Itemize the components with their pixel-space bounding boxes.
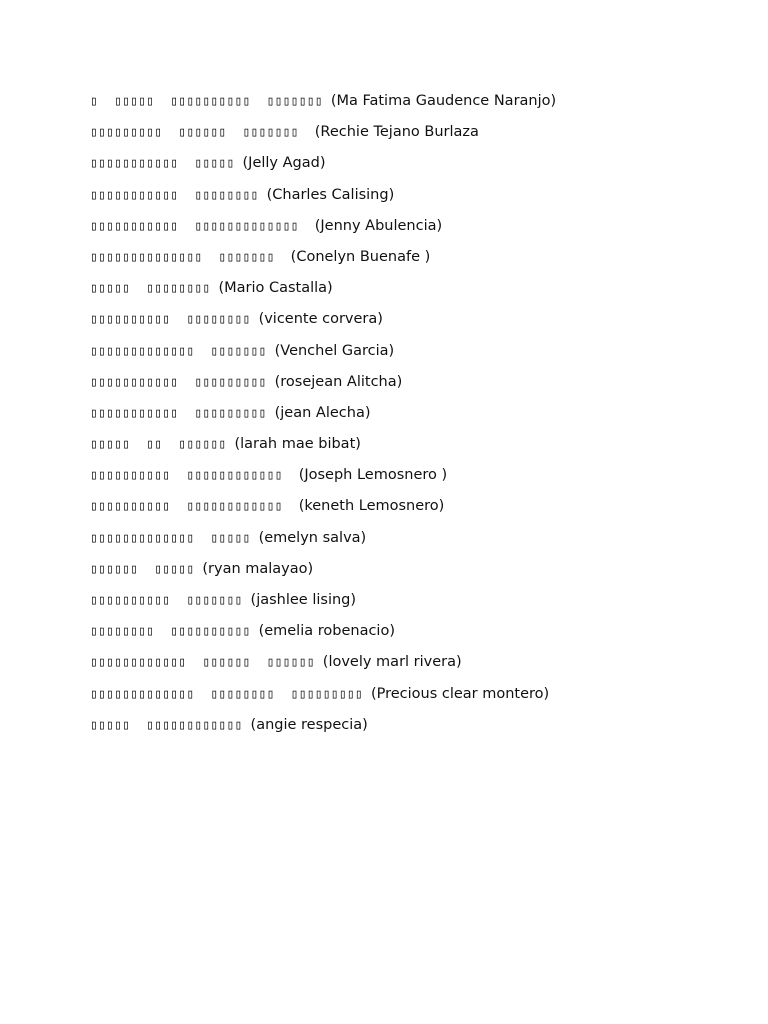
unrendered-glyphs: ▯▯▯▯▯▯▯▯▯▯ ▯▯▯▯▯▯▯ xyxy=(90,593,251,608)
list-item xyxy=(90,278,750,309)
list-item xyxy=(90,715,750,746)
unrendered-glyphs: ▯ ▯▯▯▯▯ ▯▯▯▯▯▯▯▯▯▯ ▯▯▯▯▯▯▯ xyxy=(90,94,331,109)
person-name: (Rechie Tejano Burlaza xyxy=(314,124,479,141)
person-name: (emelyn salva) xyxy=(258,529,367,546)
list-item xyxy=(90,590,750,621)
person-name: (keneth Lemosnero) xyxy=(298,498,445,515)
unrendered-glyphs: ▯▯▯▯▯▯▯▯▯▯▯ ▯▯▯▯▯▯▯▯▯▯▯▯▯ xyxy=(90,218,315,234)
person-name: (vicente corvera) xyxy=(258,311,383,328)
unrendered-glyphs: ▯▯▯▯▯ ▯▯▯▯▯▯▯▯ xyxy=(90,281,219,297)
person-name: (emelia robenacio) xyxy=(258,623,395,640)
unrendered-glyphs: ▯▯▯▯▯▯▯▯▯▯▯▯▯ ▯▯▯▯▯▯▯ xyxy=(90,343,275,359)
unrendered-glyphs: ▯▯▯▯▯▯ ▯▯▯▯▯ xyxy=(90,561,203,577)
person-name: (Jelly Agad) xyxy=(242,155,326,172)
list-item xyxy=(90,559,750,590)
unrendered-glyphs: ▯▯▯▯▯▯▯▯▯▯ ▯▯▯▯▯▯▯▯ xyxy=(90,312,259,328)
person-name: (angie respecia) xyxy=(250,716,368,733)
list-item xyxy=(90,341,750,372)
unrendered-glyphs: ▯▯▯▯▯▯▯▯▯▯ ▯▯▯▯▯▯▯▯▯▯▯▯ xyxy=(90,499,299,515)
list-item xyxy=(90,621,750,652)
person-name: (Venchel Garcia) xyxy=(274,342,395,359)
unrendered-glyphs: ▯▯▯▯▯ ▯▯ ▯▯▯▯▯▯ xyxy=(90,437,235,453)
unrendered-glyphs: ▯▯▯▯▯▯▯▯▯▯▯ ▯▯▯▯▯ xyxy=(90,156,243,172)
list-item xyxy=(90,496,750,527)
list-item xyxy=(90,403,750,434)
unrendered-glyphs: ▯▯▯▯▯▯▯▯▯▯▯ ▯▯▯▯▯▯▯▯▯ xyxy=(90,374,275,390)
person-name: (Jenny Abulencia) xyxy=(314,217,443,234)
person-name: (Joseph Lemosnero ) xyxy=(298,467,448,484)
person-name: (lovely marl rivera) xyxy=(322,654,462,671)
person-name: (ryan malayao) xyxy=(202,560,314,577)
list-item xyxy=(90,684,750,715)
person-name: (jean Alecha) xyxy=(274,404,371,421)
person-name: (Mario Castalla) xyxy=(218,280,333,297)
unrendered-glyphs: ▯▯▯▯▯▯▯▯ ▯▯▯▯▯▯▯▯▯▯ xyxy=(90,624,259,640)
list-item xyxy=(90,434,750,465)
list-item xyxy=(90,91,750,122)
list-item xyxy=(90,465,750,496)
list-item xyxy=(90,216,750,247)
unrendered-glyphs: ▯▯▯▯▯▯▯▯▯ ▯▯▯▯▯▯ ▯▯▯▯▯▯▯ xyxy=(90,125,315,141)
unrendered-glyphs: ▯▯▯▯▯▯▯▯▯▯▯▯ ▯▯▯▯▯▯ ▯▯▯▯▯▯ xyxy=(90,655,323,671)
unrendered-glyphs: ▯▯▯▯▯▯▯▯▯▯ ▯▯▯▯▯▯▯▯▯▯▯▯ xyxy=(90,468,299,484)
list-item xyxy=(90,652,750,683)
list-item xyxy=(90,372,750,403)
unrendered-glyphs: ▯▯▯▯▯▯▯▯▯▯▯▯▯ ▯▯▯▯▯ xyxy=(90,530,259,546)
person-name: (larah mae bibat) xyxy=(234,436,361,453)
person-name: (Ma Fatima Gaudence Naranjo) xyxy=(330,93,557,109)
unrendered-glyphs: ▯▯▯▯▯▯▯▯▯▯▯ ▯▯▯▯▯▯▯▯ xyxy=(90,187,267,203)
list-item xyxy=(90,122,750,153)
unrendered-glyphs: ▯▯▯▯▯▯▯▯▯▯▯▯▯▯ ▯▯▯▯▯▯▯ xyxy=(90,249,291,265)
person-name: (Conelyn Buenafe ) xyxy=(290,248,431,265)
unrendered-glyphs: ▯▯▯▯▯▯▯▯▯▯▯ ▯▯▯▯▯▯▯▯▯ xyxy=(90,405,275,421)
list-item xyxy=(90,247,750,278)
person-name: (Precious clear montero) xyxy=(370,685,550,702)
person-name: (rosejean Alitcha) xyxy=(274,373,403,390)
unrendered-glyphs: ▯▯▯▯▯▯▯▯▯▯▯▯▯ ▯▯▯▯▯▯▯▯ ▯▯▯▯▯▯▯▯▯ xyxy=(90,686,371,702)
list-item xyxy=(90,185,750,216)
unrendered-glyphs: ▯▯▯▯▯ ▯▯▯▯▯▯▯▯▯▯▯▯ xyxy=(90,717,251,733)
list-item xyxy=(90,153,750,184)
list-item xyxy=(90,528,750,559)
document-page xyxy=(90,91,750,746)
person-name: (Charles Calising) xyxy=(266,186,395,203)
person-name: (jashlee lising) xyxy=(250,592,357,608)
list-item xyxy=(90,309,750,340)
